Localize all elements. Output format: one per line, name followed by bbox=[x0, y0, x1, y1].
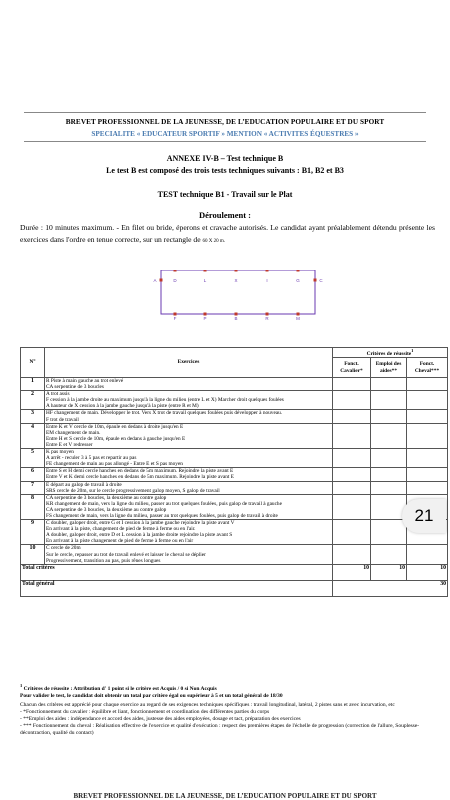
column-header-number: N° bbox=[21, 348, 45, 378]
exercise-description bbox=[45, 481, 333, 494]
exercise-line: R Piste à main gauche au trot enlevé bbox=[46, 378, 124, 384]
page-number-badge[interactable]: 21 bbox=[402, 499, 446, 533]
exercise-number: 2 bbox=[21, 391, 45, 410]
exercise-line: Entre V et K demi cercle hanches en dedans de 5m maximum. Rejoindre la piste avant E bbox=[46, 474, 234, 481]
criterion-aides-cell[interactable] bbox=[371, 481, 407, 494]
total-aides: 10 bbox=[371, 564, 407, 580]
arena-top-marker-marker bbox=[204, 270, 207, 272]
arena-letter-g: G bbox=[296, 278, 300, 283]
exercise-description bbox=[45, 545, 333, 564]
exercise-number: 6 bbox=[21, 468, 45, 481]
criteria-group-header bbox=[333, 348, 448, 358]
criterion-cheval-cell[interactable] bbox=[407, 391, 448, 410]
arena-letter-f: F bbox=[173, 316, 177, 321]
criterion-cavalier-cell[interactable] bbox=[333, 449, 371, 468]
note-appreciation: Chacun des critères est apprécié pour chaque exercice au regard de ses exigences techniques spécifiques : travail longitudinal, latéral, 2 pistes sans et avec incurvation, etc bbox=[20, 702, 395, 709]
arena-top-marker-marker bbox=[174, 270, 177, 272]
exercise-number: 1 bbox=[21, 378, 45, 391]
exercise-line: FS changement de main, vers la ligne du milieu, passer au trot quelques foulées, puis galop de travail à droite bbox=[46, 512, 278, 519]
exercise-line: Sur le cercle, repasser au trot de travail enlevé et laisser le cheval se déplier bbox=[46, 551, 206, 558]
exercise-line: KR changement de main, vers la ligne du milieu, passer au trot quelques foulées, puis galop de travail à gauche bbox=[46, 500, 282, 507]
table-row bbox=[21, 545, 448, 564]
criterion-cavalier-cell[interactable] bbox=[333, 423, 371, 448]
table-row bbox=[21, 449, 448, 468]
table-row bbox=[21, 494, 448, 519]
arena-letter-a-marker bbox=[160, 279, 163, 282]
arena-rectangle bbox=[161, 270, 315, 314]
total-cheval: 10 bbox=[407, 564, 448, 580]
header-rule-top bbox=[24, 112, 426, 113]
table-row bbox=[21, 468, 448, 481]
arena-letter-a: A bbox=[153, 278, 157, 283]
note-cheval: - *** Fonctionnement du cheval : Réalisation effective de l'exercice et qualité d'exécution : respect des premières étapes de l'échelle de progression (correction de l'allure, Souplesse-décontraction, qualité du contact) bbox=[20, 722, 420, 736]
exercise-line: FE changement de main au pas allongé - Entre E et S pas moyen bbox=[46, 461, 183, 468]
criteria-label: Critères de réussite bbox=[366, 350, 412, 357]
note-validation: Pour valider le test, le candidat doit obtenir un total par critère égal ou supérieur à 5 et un total général de 18/30 bbox=[20, 692, 283, 699]
exercise-line: CA serpentine de 3 boucles, la deuxième au contre galop bbox=[46, 506, 167, 513]
exercise-line: A hauteur de X cession à la jambe gauche jusqu'à la piste (entre R et M) bbox=[46, 403, 199, 410]
criterion-aides-cell[interactable] bbox=[371, 468, 407, 481]
criterion-cheval-cell[interactable] bbox=[407, 378, 448, 391]
criteria-table bbox=[20, 347, 448, 597]
arena-top-marker-marker bbox=[297, 270, 300, 272]
criterion-cavalier-cell[interactable] bbox=[333, 481, 371, 494]
criterion-cheval-cell[interactable] bbox=[407, 468, 448, 481]
note-criteria-text: Critères de réussite : Attribution d' 1 point si le critère est Acquis / 0 si Non Acquis bbox=[23, 685, 217, 692]
column-header-cheval: Fonct. Cheval*** bbox=[407, 358, 448, 378]
exercise-description bbox=[45, 423, 333, 448]
exercise-line: Entre E et V redresser bbox=[46, 441, 93, 448]
test-title: TEST technique B1 - Travail sur le Plat bbox=[157, 190, 293, 199]
arena-letter-i: I bbox=[266, 278, 268, 283]
criterion-aides-cell[interactable] bbox=[371, 391, 407, 410]
exercise-number: 7 bbox=[21, 481, 45, 494]
intro-text: Durée : 10 minutes maximum. - En filet ou bride, éperons et cravache autorisés. Le candidat ayant préalablement détendu présente les exercices dans l'ordre en tenue correcte, sur un rectangle de bbox=[20, 223, 435, 244]
next-page-header: BREVET PROFESSIONNEL DE LA JEUNESSE, DE L’EDUCATION POPULAIRE ET DU SPORT bbox=[73, 792, 377, 800]
exercise-line: Entre S et H demi cercle hanches en dedans de 5m maximum. Rejoindre la piste avant E bbox=[46, 468, 234, 475]
total-criteres-label: Total critères bbox=[21, 564, 333, 580]
exercise-description bbox=[45, 410, 333, 423]
arena-top-marker-marker bbox=[235, 270, 238, 272]
criterion-aides-cell[interactable] bbox=[371, 423, 407, 448]
criterion-cheval-cell[interactable] bbox=[407, 481, 448, 494]
exercise-line: HF changement de main. Développer le trot. Vers X trot de travail quelques foulées puis développer à nouveau. bbox=[46, 410, 283, 417]
exercise-line: C doubler, galoper droit, entre G et I cession à la jambe gauche rejoindre la piste avant V bbox=[46, 520, 235, 527]
exercise-description bbox=[45, 468, 333, 481]
exercise-line: Entre H et S cercle de 10m, épaule en dedans à gauche jusqu'en E bbox=[46, 435, 186, 442]
exercise-line: K pas moyen bbox=[46, 449, 74, 456]
exercise-number: 10 bbox=[21, 545, 45, 564]
criterion-aides-cell[interactable] bbox=[371, 410, 407, 423]
note-criteria-mark: 1 bbox=[20, 683, 23, 688]
criterion-cavalier-cell[interactable] bbox=[333, 391, 371, 410]
footnotes bbox=[20, 683, 440, 736]
exercise-line: F trot de travail bbox=[46, 416, 79, 423]
exercise-line: Entre K et V cercle de 10m, épaule en dedans à droite jusqu'en E bbox=[46, 423, 184, 430]
criterion-cavalier-cell[interactable] bbox=[333, 545, 371, 564]
arena-letter-b: B bbox=[234, 316, 238, 321]
criterion-cavalier-cell[interactable] bbox=[333, 410, 371, 423]
exercise-description bbox=[45, 449, 333, 468]
criterion-cheval-cell[interactable] bbox=[407, 423, 448, 448]
arena-top-marker-marker bbox=[266, 270, 269, 272]
exercise-description bbox=[45, 391, 333, 410]
table-row bbox=[21, 378, 448, 391]
criterion-cheval-cell[interactable] bbox=[407, 545, 448, 564]
note-criteria bbox=[20, 683, 440, 693]
criterion-aides-cell[interactable] bbox=[371, 378, 407, 391]
exercise-number: 8 bbox=[21, 494, 45, 519]
note-aides: - **Emploi des aides : indépendance et accord des aides, justesse des aides employées, dosage et tact, préparation des exercices bbox=[20, 716, 301, 723]
table-row bbox=[21, 481, 448, 494]
exercise-line: E départ au galop de travail à droite bbox=[46, 481, 122, 488]
arena-letter-r: R bbox=[265, 316, 269, 321]
arena-letter-c-marker bbox=[314, 279, 317, 282]
criterion-cheval-cell[interactable] bbox=[407, 449, 448, 468]
criterion-aides-cell[interactable] bbox=[371, 520, 407, 545]
exercise-line: CA serpentine de 3 boucles, la deuxième au contre galop bbox=[46, 494, 167, 501]
note-cavalier: - *Fonctionnement du cavalier : équilibre et liant, fonctionnement et coordination des différentes parties du corps bbox=[20, 709, 270, 716]
header-title: BREVET PROFESSIONNEL DE LA JEUNESSE, DE L’EDUCATION POPULAIRE ET DU SPORT bbox=[65, 118, 385, 126]
criterion-cavalier-cell[interactable] bbox=[333, 468, 371, 481]
intro-paragraph bbox=[20, 222, 435, 248]
exercise-description bbox=[45, 378, 333, 391]
column-header-cavalier: Fonct. Cavalier* bbox=[333, 358, 371, 378]
criterion-aides-cell[interactable] bbox=[371, 449, 407, 468]
exercise-line: En arrivant à la piste, changement de pied de ferme à ferme ou en l'air. bbox=[46, 526, 196, 533]
total-general-label: Total général bbox=[21, 580, 333, 596]
header-rule-bottom bbox=[24, 141, 426, 142]
table-row bbox=[21, 391, 448, 410]
header-speciality: SPECIALITE « EDUCATEUR SPORTIF » MENTION « ACTIVITES ÉQUESTRES » bbox=[91, 130, 359, 138]
annexe-title: ANNEXE IV-B – Test technique B bbox=[166, 154, 284, 163]
arena-letter-p: P bbox=[203, 316, 207, 321]
total-cavalier: 10 bbox=[333, 564, 371, 580]
arena-letter-l: L bbox=[203, 278, 207, 283]
exercise-line: C cercle de 20m bbox=[46, 545, 81, 552]
arena-letter-c: C bbox=[319, 278, 323, 283]
exercise-number: 9 bbox=[21, 520, 45, 545]
exercise-description bbox=[45, 494, 333, 519]
exercise-line: A trot assis bbox=[46, 391, 70, 398]
criterion-cavalier-cell[interactable] bbox=[333, 378, 371, 391]
column-header-aides: Emploi des aides** bbox=[371, 358, 407, 378]
criterion-cheval-cell[interactable] bbox=[407, 410, 448, 423]
exercise-line: Progressivement, transition au pas, puis rênes longues bbox=[46, 557, 161, 564]
exercise-description bbox=[45, 520, 333, 545]
criterion-aides-cell[interactable] bbox=[371, 545, 407, 564]
exercise-line: SRS cercle de 20m, sur le cercle progressivement galop moyen, S galop de travail bbox=[46, 487, 220, 494]
column-header-exercices: Exercices bbox=[45, 348, 333, 378]
arena-letter-m: M bbox=[296, 316, 300, 321]
total-general-value: 30 bbox=[333, 580, 448, 596]
composition-line: Le test B est composé des trois tests techniques suivants : B1, B2 et B3 bbox=[106, 166, 344, 175]
exercise-line: CA serpentine de 3 boucles bbox=[46, 384, 104, 391]
arena-svg bbox=[150, 270, 330, 324]
exercise-line: F cession à la jambe droite au maximum jusqu'à la ligne du milieu (entre L et X) Marcher droit quelques foulées bbox=[46, 397, 284, 404]
exercise-line: EM changement de main. bbox=[46, 429, 101, 436]
exercise-line: A doubler, galoper droit, entre D et L cession à la jambe droite rejoindre la piste avant S bbox=[46, 532, 233, 539]
exercise-line: A arrêt - reculer 3 à 5 pas et repartir au pas bbox=[46, 455, 137, 462]
exercise-number: 4 bbox=[21, 423, 45, 448]
criterion-cavalier-cell[interactable] bbox=[333, 520, 371, 545]
criteria-footnote-mark: 1 bbox=[411, 348, 414, 354]
exercise-number: 5 bbox=[21, 449, 45, 468]
arena-letter-x: X bbox=[234, 278, 238, 283]
criterion-cavalier-cell[interactable] bbox=[333, 494, 371, 519]
table-row bbox=[21, 423, 448, 448]
intro-size: 60 X 20 m. bbox=[202, 239, 225, 244]
exercise-number: 3 bbox=[21, 410, 45, 423]
arena-letter-d: D bbox=[173, 278, 177, 283]
exercise-line: En arrivant à la piste changement de pied de ferme à ferme ou en l'air bbox=[46, 538, 194, 545]
table-row bbox=[21, 520, 448, 545]
table-row bbox=[21, 410, 448, 423]
deroulement-heading: Déroulement : bbox=[198, 210, 251, 220]
